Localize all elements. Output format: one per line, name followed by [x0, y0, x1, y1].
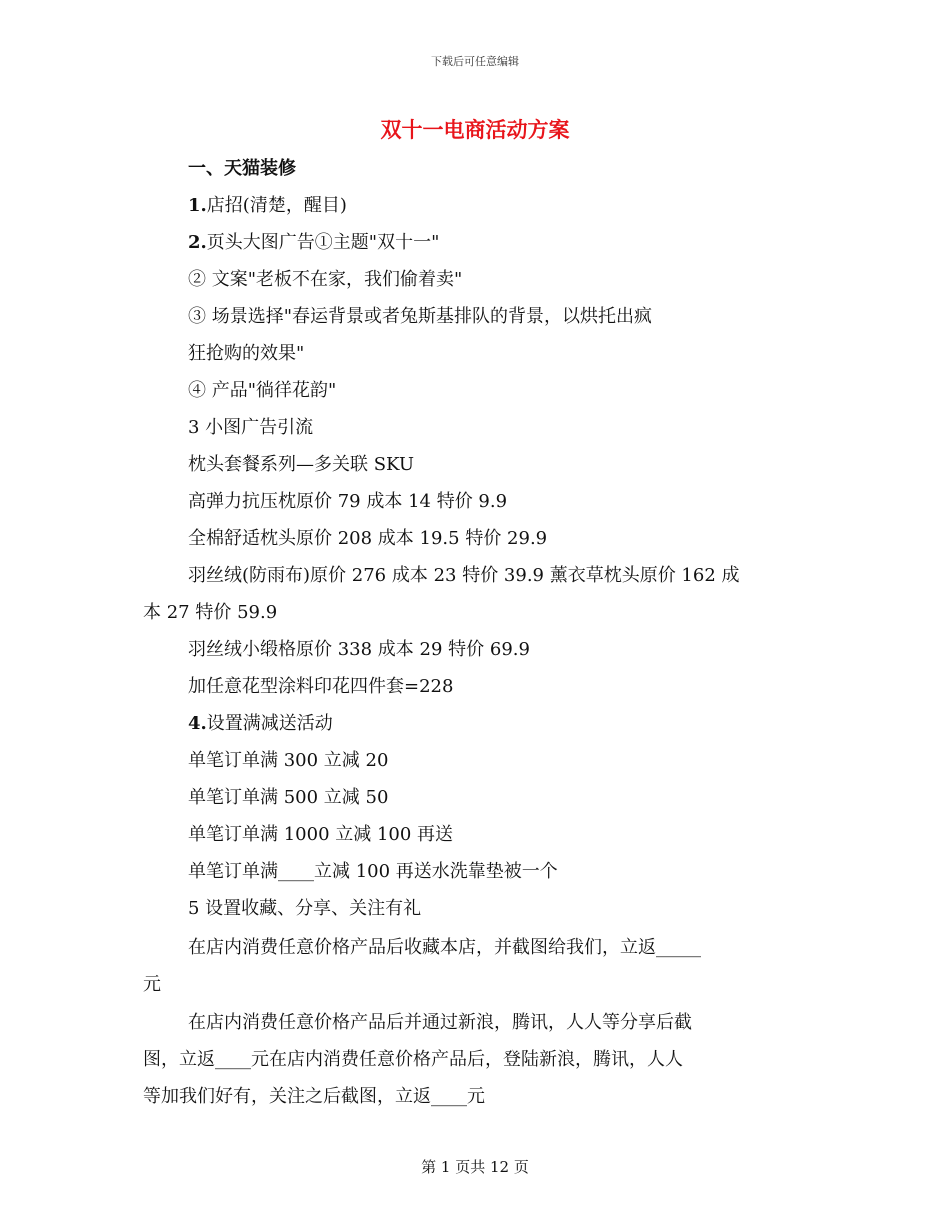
text-line: ③ 场景选择"春运背景或者兔斯基排队的背景，以烘托出疯	[188, 306, 652, 327]
item-discount-activity	[188, 711, 333, 737]
section-heading-decoration: 一、天猫装修	[188, 158, 296, 179]
item-text: 设置满减送活动	[206, 713, 333, 734]
text-line: 单笔订单满 300 立减 20	[188, 750, 389, 771]
text-line: 单笔订单满 500 立减 50	[188, 787, 389, 808]
text-line: 在店内消费任意价格产品后收藏本店，并截图给我们，立返_____	[188, 937, 701, 958]
item-text: 页头大图广告①主题"双十一"	[206, 232, 440, 253]
text-line: 加任意花型涂料印花四件套=228	[188, 676, 454, 697]
item-banner-ad	[188, 230, 439, 256]
text-line: 等加我们好有，关注之后截图，立返____元	[143, 1086, 485, 1107]
text-line: 在店内消费任意价格产品后并通过新浪，腾讯，人人等分享后截	[188, 1012, 692, 1033]
item-number: 2.	[188, 232, 207, 253]
document-title: 双十一电商活动方案	[380, 118, 570, 142]
text-line: 3 小图广告引流	[188, 417, 314, 438]
text-line: 元	[143, 974, 161, 995]
page-number: 第 1 页共 12 页	[421, 1158, 529, 1176]
item-text: 店招(清楚，醒目)	[206, 195, 347, 216]
text-line: 高弹力抗压枕原价 79 成本 14 特价 9.9	[188, 491, 508, 512]
text-line: ② 文案"老板不在家，我们偷着卖"	[188, 269, 463, 290]
text-line: 单笔订单满____立减 100 再送水洗靠垫被一个	[188, 861, 558, 882]
item-shop-sign	[188, 193, 347, 219]
text-line: 5 设置收藏、分享、关注有礼	[188, 898, 422, 919]
item-number: 1.	[188, 195, 207, 216]
text-line: 羽丝绒小缎格原价 338 成本 29 特价 69.9	[188, 639, 530, 660]
text-line: 枕头套餐系列—多关联 SKU	[188, 454, 415, 475]
item-number: 4.	[188, 713, 207, 734]
text-line: 全棉舒适枕头原价 208 成本 19.5 特价 29.9	[188, 528, 548, 549]
header-note: 下载后可任意编辑	[431, 55, 519, 68]
text-line: 图，立返____元在店内消费任意价格产品后，登陆新浪，腾讯，人人	[143, 1049, 683, 1070]
text-line: ④ 产品"徜徉花韵"	[188, 380, 337, 401]
text-line: 羽丝绒(防雨布)原价 276 成本 23 特价 39.9 薰衣草枕头原价 162 成	[188, 565, 740, 586]
text-line: 狂抢购的效果"	[188, 343, 305, 364]
text-line: 本 27 特价 59.9	[143, 602, 278, 623]
text-line: 单笔订单满 1000 立减 100 再送	[188, 824, 454, 845]
